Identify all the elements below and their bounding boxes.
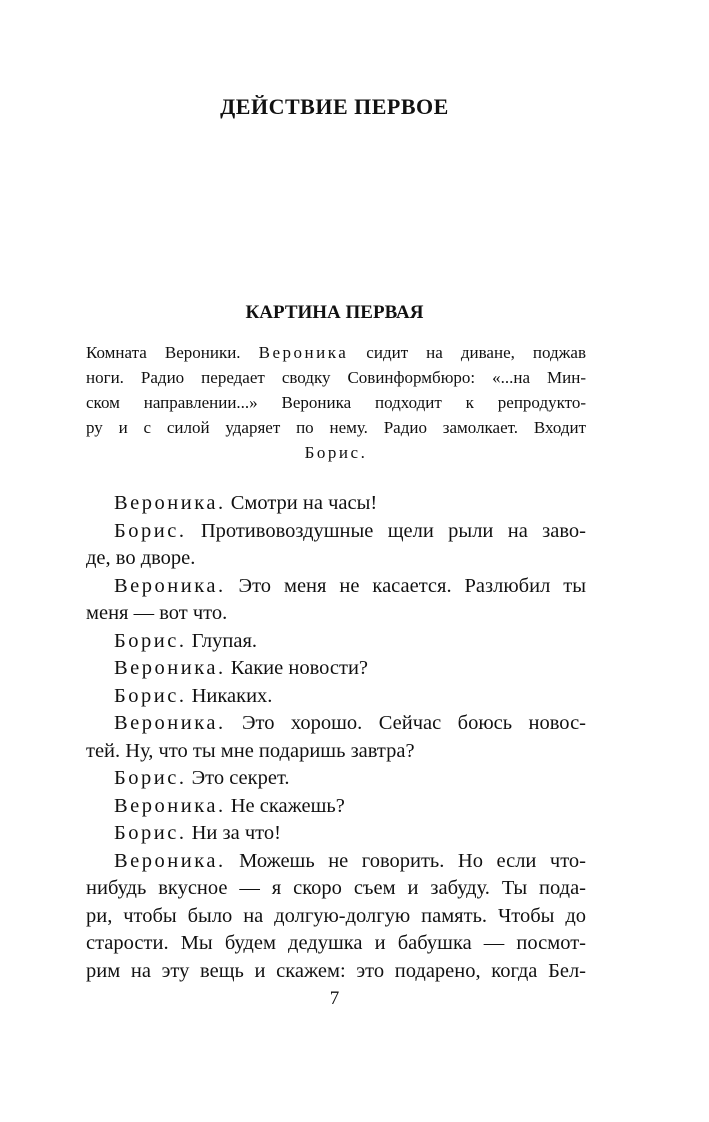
speech-text: Глупая. (186, 629, 258, 652)
dialogue-line (86, 628, 586, 656)
speaker-name: Борис. (114, 767, 187, 789)
speaker-name: Борис. (114, 519, 187, 542)
dialogue-continuation: рим на эту вещь и скажем: это подарено, когда Бел- (86, 959, 586, 982)
speaker-name: Борис. (114, 629, 187, 652)
dialogue-line (86, 820, 586, 848)
dialogue-line (86, 848, 586, 876)
speech-text: Можешь не говорить. Но если что- (225, 849, 586, 872)
speaker-name: Вероника. (114, 574, 226, 597)
speaker-name: Вероника. (114, 657, 226, 679)
stage-character-name: Вероника (258, 343, 349, 362)
speaker-name: Борис. (114, 684, 187, 707)
speech-text: Никаких. (186, 684, 273, 707)
dialogue-line (86, 710, 586, 738)
speaker-name: Борис. (114, 822, 187, 844)
stage-direction (86, 340, 586, 465)
speech-text: Не скажешь? (225, 794, 345, 817)
dialogue-line (86, 490, 586, 518)
dialogue-continuation: нибудь вкусное — я скоро съем и забуду. Ты пода- (86, 877, 586, 899)
dialogue-continuation: меня — вот что. (86, 602, 228, 624)
dialogue-line (86, 518, 586, 546)
dialogue-line (86, 683, 586, 711)
speaker-name: Вероника. (114, 849, 226, 872)
dialogue-line (86, 793, 586, 821)
speech-text: Какие новости? (225, 657, 369, 679)
scene-title: КАРТИНА ПЕРВАЯ (245, 302, 424, 323)
dialogue-line (86, 765, 586, 793)
stage-line: ноги. Радио передает сводку Совинформбюро: «...на Мин- (86, 368, 586, 387)
dialogue-continuation: ри, чтобы было на долгую-долгую память. Чтобы до (86, 904, 586, 927)
speech-text: Это секрет. (186, 767, 290, 789)
speech-text: Это хорошо. Сейчас боюсь новос- (225, 712, 586, 734)
stage-text: Комната Вероники. (86, 343, 259, 362)
dialogue-continuation: де, во дворе. (86, 547, 196, 569)
stage-line: ру и с силой ударяет по нему. Радио замолкает. Входит (86, 418, 586, 437)
dialogue-continuation: старости. Мы будем дедушка и бабушка — посмот- (86, 932, 586, 954)
speech-text: Противовоздушные щели рыли на заво- (186, 519, 586, 542)
stage-line: ском направлении...» Вероника подходит к репродукто- (86, 393, 586, 412)
speech-text: Это меня не касается. Разлюбил ты (225, 574, 586, 597)
dialogue-continuation: тей. Ну, что ты мне подаришь завтра? (86, 739, 415, 762)
stage-text: сидит на диване, поджав (348, 343, 586, 362)
speaker-name: Вероника. (114, 794, 226, 817)
speaker-name: Вероника. (114, 492, 226, 514)
dialogue-line (86, 655, 586, 683)
act-title: ДЕЙСТВИЕ ПЕРВОЕ (220, 94, 449, 119)
dialogue-line (86, 573, 586, 601)
speech-text: Смотри на часы! (225, 492, 378, 514)
stage-line (86, 340, 586, 365)
dialogue (86, 490, 586, 985)
speech-text: Ни за что! (186, 822, 281, 844)
stage-line: Борис. (304, 443, 368, 462)
page-number: 7 (329, 988, 340, 1009)
speaker-name: Вероника. (114, 712, 226, 734)
